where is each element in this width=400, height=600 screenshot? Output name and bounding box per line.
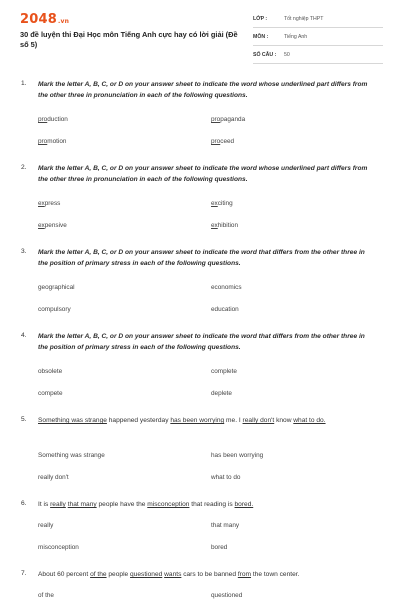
option-c[interactable]: really don't: [38, 474, 69, 481]
option-c[interactable]: expensive: [38, 222, 67, 229]
option-c[interactable]: compete: [38, 390, 63, 397]
option-c[interactable]: promotion: [38, 138, 67, 145]
sentence-part: know: [274, 417, 294, 424]
option-d[interactable]: exhibition: [211, 222, 239, 229]
sentence-part: cars to be banned: [181, 571, 238, 578]
meta-value: Tốt nghiệp THPT: [284, 16, 324, 22]
option-b[interactable]: exciting: [211, 200, 233, 207]
option-b[interactable]: complete: [211, 368, 237, 375]
option-b[interactable]: propaganda: [211, 116, 246, 123]
sentence-part: from: [237, 571, 252, 578]
option-a[interactable]: obsolete: [38, 368, 63, 375]
meta-key: SỐ CÂU :: [253, 52, 277, 58]
sentence-part: questioned: [130, 571, 163, 578]
option-d[interactable]: deplete: [211, 390, 232, 397]
option-b[interactable]: questioned: [211, 592, 243, 599]
sentence-part: really: [50, 501, 66, 508]
option-d[interactable]: education: [211, 306, 239, 313]
sentence-part: of the: [90, 571, 107, 578]
question-instruction: Mark the letter A, B, C, or D on your answer sheet to indicate the word that differs from the other three in the position of primary stress in each of the following questions.: [38, 249, 365, 267]
option-a[interactable]: of the: [38, 592, 54, 599]
question-number: 1.: [21, 80, 27, 87]
logo-tld: .vn: [57, 18, 70, 25]
question-sentence: [38, 416, 376, 427]
sentence-part: me. I: [224, 417, 243, 424]
question-number: 2.: [21, 164, 27, 171]
option-b[interactable]: that many: [211, 522, 240, 529]
sentence-part: happened yesterday: [106, 417, 171, 424]
sentence-part: wants: [164, 571, 182, 578]
meta-key: MÔN :: [253, 34, 269, 40]
option-c[interactable]: misconception: [38, 544, 79, 551]
question-sentence: [38, 500, 376, 511]
meta-value: Tiếng Anh: [284, 34, 308, 40]
meta-row-count: [253, 50, 383, 64]
header: [0, 0, 400, 64]
sentence-part: the town center.: [251, 571, 300, 578]
question-instruction: Mark the letter A, B, C, or D on your answer sheet to indicate the word whose underlined part differs from the other three in pronunciation in each of the following questions.: [38, 81, 368, 99]
site-logo[interactable]: [20, 12, 69, 27]
option-d[interactable]: proceed: [211, 138, 235, 145]
meta-row-class: [253, 14, 383, 28]
logo-main: 2048: [20, 12, 57, 27]
sentence-part: what to do.: [293, 417, 326, 424]
meta-key: LỚP :: [253, 16, 268, 22]
option-b[interactable]: economics: [211, 284, 242, 291]
meta-row-subject: [253, 32, 383, 46]
option-a[interactable]: production: [38, 116, 68, 123]
question-number: 4.: [21, 332, 27, 339]
option-d[interactable]: bored: [211, 544, 228, 551]
question-instruction: Mark the letter A, B, C, or D on your answer sheet to indicate the word that differs from the other three in the position of primary stress in each of the following questions.: [38, 333, 365, 351]
option-a[interactable]: geographical: [38, 284, 75, 291]
meta-value: 50: [284, 52, 290, 58]
option-c[interactable]: compulsory: [38, 306, 71, 313]
sentence-part: people: [106, 571, 131, 578]
sentence-part: Something was strange: [38, 417, 107, 424]
option-d[interactable]: what to do: [211, 474, 241, 481]
sentence-part: It is: [38, 501, 51, 508]
question-instruction: Mark the letter A, B, C, or D on your answer sheet to indicate the word whose underlined part differs from the other three in pronunciation in each of the following questions.: [38, 165, 368, 183]
sentence-part: has been worrying: [170, 417, 225, 424]
sentence-part: misconception: [147, 501, 190, 508]
question-number: 5.: [21, 416, 27, 423]
question-sentence: [38, 570, 376, 581]
sentence-part: that reading is: [189, 501, 235, 508]
meta-panel: [253, 14, 383, 68]
option-b[interactable]: has been worrying: [211, 452, 264, 459]
sentence-part: that many: [67, 501, 97, 508]
option-a[interactable]: Something was strange: [38, 452, 105, 459]
sentence-part: bored.: [234, 501, 254, 508]
sentence-part: About 60 percent: [38, 571, 91, 578]
question-number: 7.: [21, 570, 27, 577]
document-title: 30 đề luyện thi Đại Học môn Tiếng Anh cực hay có lời giải (Đề số 5): [20, 30, 238, 49]
sentence-part: people have the: [96, 501, 148, 508]
option-a[interactable]: really: [38, 522, 54, 529]
option-a[interactable]: express: [38, 200, 61, 207]
sentence-part: really don't: [242, 417, 275, 424]
question-number: 6.: [21, 500, 27, 507]
question-number: 3.: [21, 248, 27, 255]
